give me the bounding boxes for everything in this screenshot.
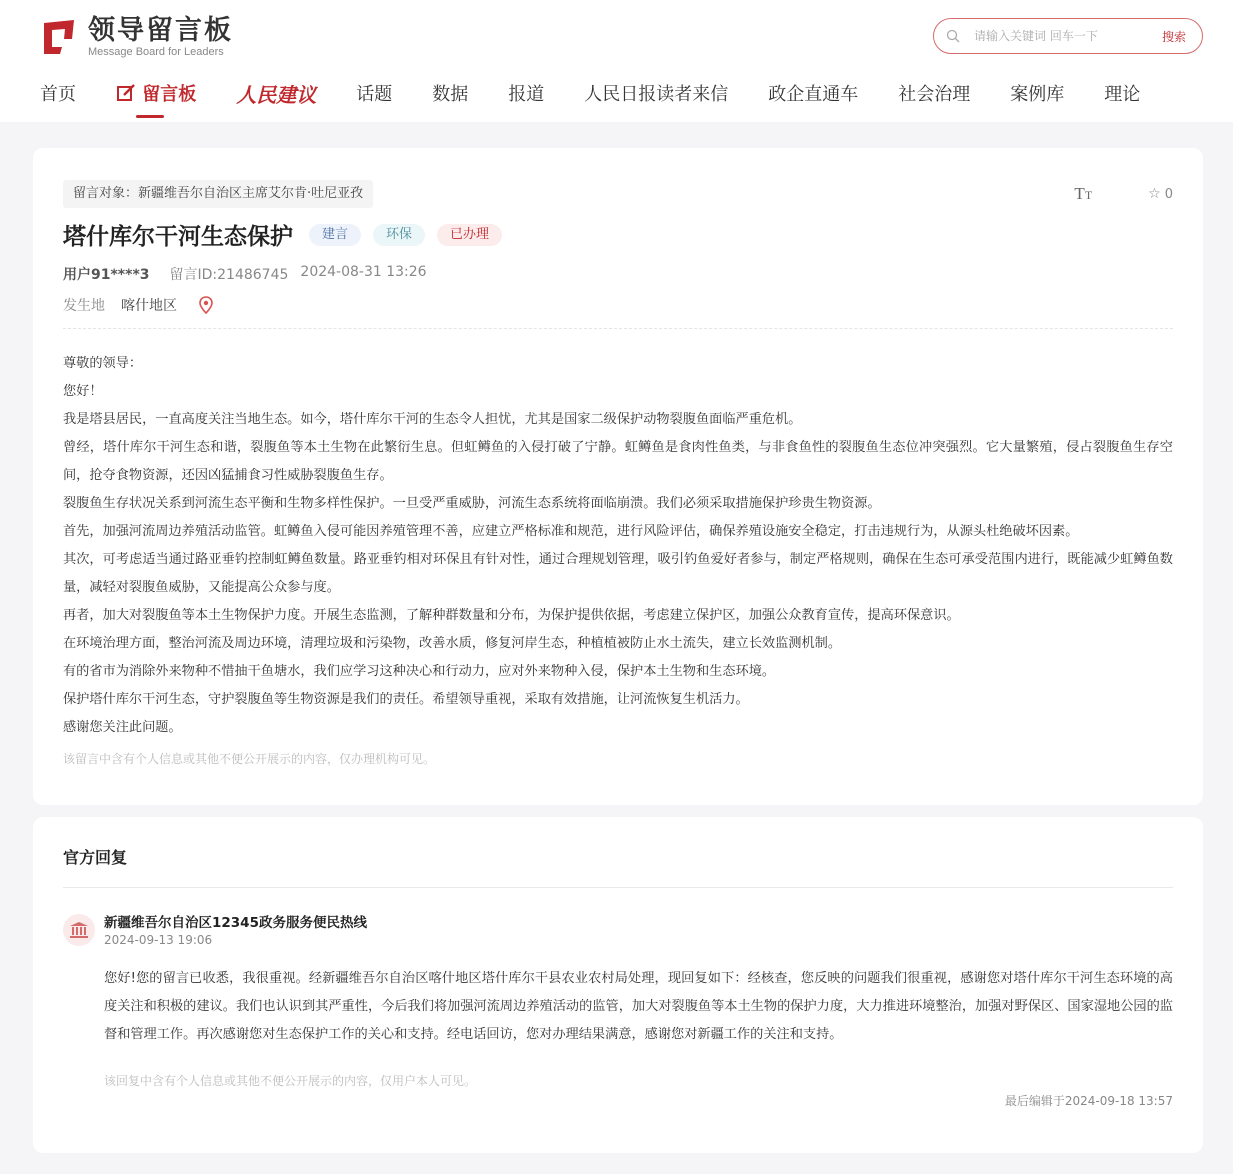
- search-button[interactable]: 搜索: [1161, 30, 1186, 44]
- message-paragraph: 有的省市为消除外来物种不惜抽干鱼塘水，我们应学习这种决心和行动力，应对外来物种入侵，保护本土生物和生态环境。: [63, 664, 776, 679]
- message-card: [33, 148, 1203, 805]
- logo-title: 领导留言板: [88, 15, 233, 46]
- message-title: 塔什库尔干河生态保护: [63, 224, 293, 250]
- message-paragraph: 您好！: [63, 384, 103, 399]
- message-id: 留言ID:21486745: [169, 267, 289, 283]
- location-label: 发生地: [63, 298, 105, 314]
- message-paragraph: 再者，加大对裂腹鱼等本土生物保护力度。开展生态监测，了解种群数量和分布，为保护提供依据，考虑建立保护区，加强公众教育宣传，提高环保意识。: [63, 608, 960, 623]
- status-badge: 已办理: [437, 224, 502, 246]
- location-pin-icon[interactable]: [199, 296, 213, 314]
- message-privacy-note: 该留言中含有个人信息或其他不便公开展示的内容，仅办理机构可见。: [63, 752, 436, 766]
- reply-edited-time: 最后编辑于2024-09-18 13:57: [1004, 1094, 1173, 1108]
- nav-reports[interactable]: 报道: [508, 84, 545, 105]
- reply-body: 您好!您的留言已收悉，我很重视。经新疆维吾尔自治区喀什地区塔什库尔干县农业农村局处理，现回复如下：经核查，您反映的问题我们很重视，感谢您对塔什库尔干河生态环境的高度关注和积极的建议。我们也认识到其严重性，今后我们将加强河流周边养殖活动的监管，加大对裂腹鱼等本土生物的保护力度，大力推进环境整治，加强对野保区、国家湿地公园的监督和管理工作。再次感谢您对生态保护工作的关心和支持。经电话回访，您对办理结果满意，感谢您对新疆工作的关注和支持。: [104, 971, 1173, 1042]
- title-row: [63, 218, 502, 251]
- location-value: 喀什地区: [121, 298, 177, 314]
- nav-readers-letters[interactable]: 人民日报读者来信: [584, 84, 729, 105]
- font-size-icon[interactable]: TT: [1074, 184, 1093, 203]
- nav-message-board-label: 留言板: [142, 84, 197, 105]
- message-paragraph: 首先，加强河流周边养殖活动监管。虹鳟鱼入侵可能因养殖管理不善，应建立严格标准和规范，进行风险评估，确保养殖设施安全稳定，打击违规行为，从源头杜绝破坏因素。: [63, 524, 1079, 539]
- message-target: 留言对象：新疆维吾尔自治区主席艾尔肯·吐尼亚孜: [63, 180, 373, 208]
- message-paragraph: 其次，可考虑适当通过路亚垂钓控制虹鳟鱼数量。路亚垂钓相对环保且有针对性，通过合理规划管理，吸引钓鱼爱好者参与，制定严格规则，确保在生态可承受范围内进行，既能减少虹鳟鱼数量，减轻对裂腹鱼威胁，又能提高公众参与度。: [63, 552, 1173, 595]
- header: [0, 0, 1233, 122]
- message-meta: [63, 264, 427, 284]
- nav-enterprise-express[interactable]: 政企直通车: [768, 84, 859, 105]
- search-input[interactable]: [974, 29, 1144, 43]
- site-logo[interactable]: [40, 16, 233, 58]
- star-icon[interactable]: ☆: [1148, 186, 1161, 202]
- message-paragraph: 裂腹鱼生存状况关系到河流生态平衡和生物多样性保护。一旦受严重威胁，河流生态系统将面临崩溃。我们必须采取措施保护珍贵生物资源。: [63, 496, 881, 511]
- logo-icon: [40, 17, 80, 57]
- message-paragraph: 保护塔什库尔干河生态，守护裂腹鱼等生物资源是我们的责任。希望领导重视，采取有效措施，让河流恢复生机活力。: [63, 692, 749, 707]
- message-paragraph: 尊敬的领导：: [63, 356, 143, 371]
- message-datetime: 2024-08-31 13:26: [300, 264, 427, 280]
- nav-topics[interactable]: 话题: [356, 84, 393, 105]
- nav-message-board[interactable]: [116, 76, 196, 114]
- government-building-icon: [69, 921, 89, 939]
- logo-subtitle: Message Board for Leaders: [88, 46, 224, 58]
- nav-home[interactable]: 首页: [40, 84, 76, 105]
- reply-card: [33, 817, 1203, 1153]
- message-paragraph: 感谢您关注此问题。: [63, 720, 182, 735]
- message-paragraph: 曾经，塔什库尔干河生态和谐，裂腹鱼等本土生物在此繁衍生息。但虹鳟鱼的入侵打破了宁静。虹鳟鱼是食肉性鱼类，与非食鱼性的裂腹鱼生态位冲突强烈。它大量繁殖，侵占裂腹鱼生存空间，抢夺食物资源，还因凶猛捕食习性威胁裂腹鱼生存。: [63, 440, 1173, 483]
- reply-org-name: 新疆维吾尔自治区12345政务服务便民热线: [104, 915, 367, 931]
- tag-type: 建言: [309, 224, 361, 246]
- message-location: [63, 295, 213, 315]
- avatar: [63, 914, 95, 946]
- message-paragraph: 在环境治理方面，整治河流及周边环境，清理垃圾和污染物，改善水质，修复河岸生态，种植植被防止水土流失，建立长效监测机制。: [63, 636, 842, 651]
- message-user[interactable]: 用户91****3: [63, 267, 150, 283]
- star-count: 0: [1164, 186, 1173, 202]
- main-nav: [40, 76, 1180, 122]
- search-box: [933, 18, 1203, 54]
- nav-social-governance[interactable]: 社会治理: [898, 84, 971, 105]
- tag-field: 环保: [373, 224, 425, 246]
- message-paragraph: 我是塔县居民，一直高度关注当地生态。如今，塔什库尔干河的生态令人担忧，尤其是国家二级保护动物裂腹鱼面临严重危机。: [63, 412, 802, 427]
- message-tools: [1074, 184, 1173, 204]
- divider: [63, 887, 1173, 888]
- edit-icon: [116, 84, 142, 105]
- nav-theory[interactable]: 理论: [1104, 84, 1141, 105]
- divider: [63, 328, 1173, 329]
- nav-case-library[interactable]: 案例库: [1010, 84, 1065, 105]
- search-icon[interactable]: [946, 29, 960, 43]
- nav-people-suggestions[interactable]: 人民建议: [236, 83, 317, 107]
- reply-datetime: 2024-09-13 19:06: [104, 933, 213, 947]
- reply-privacy-note: 该回复中含有个人信息或其他不便公开展示的内容，仅用户本人可见。: [104, 1074, 477, 1088]
- message-body: [63, 350, 1173, 742]
- reply-section-title: 官方回复: [63, 848, 128, 867]
- nav-data[interactable]: 数据: [432, 84, 469, 105]
